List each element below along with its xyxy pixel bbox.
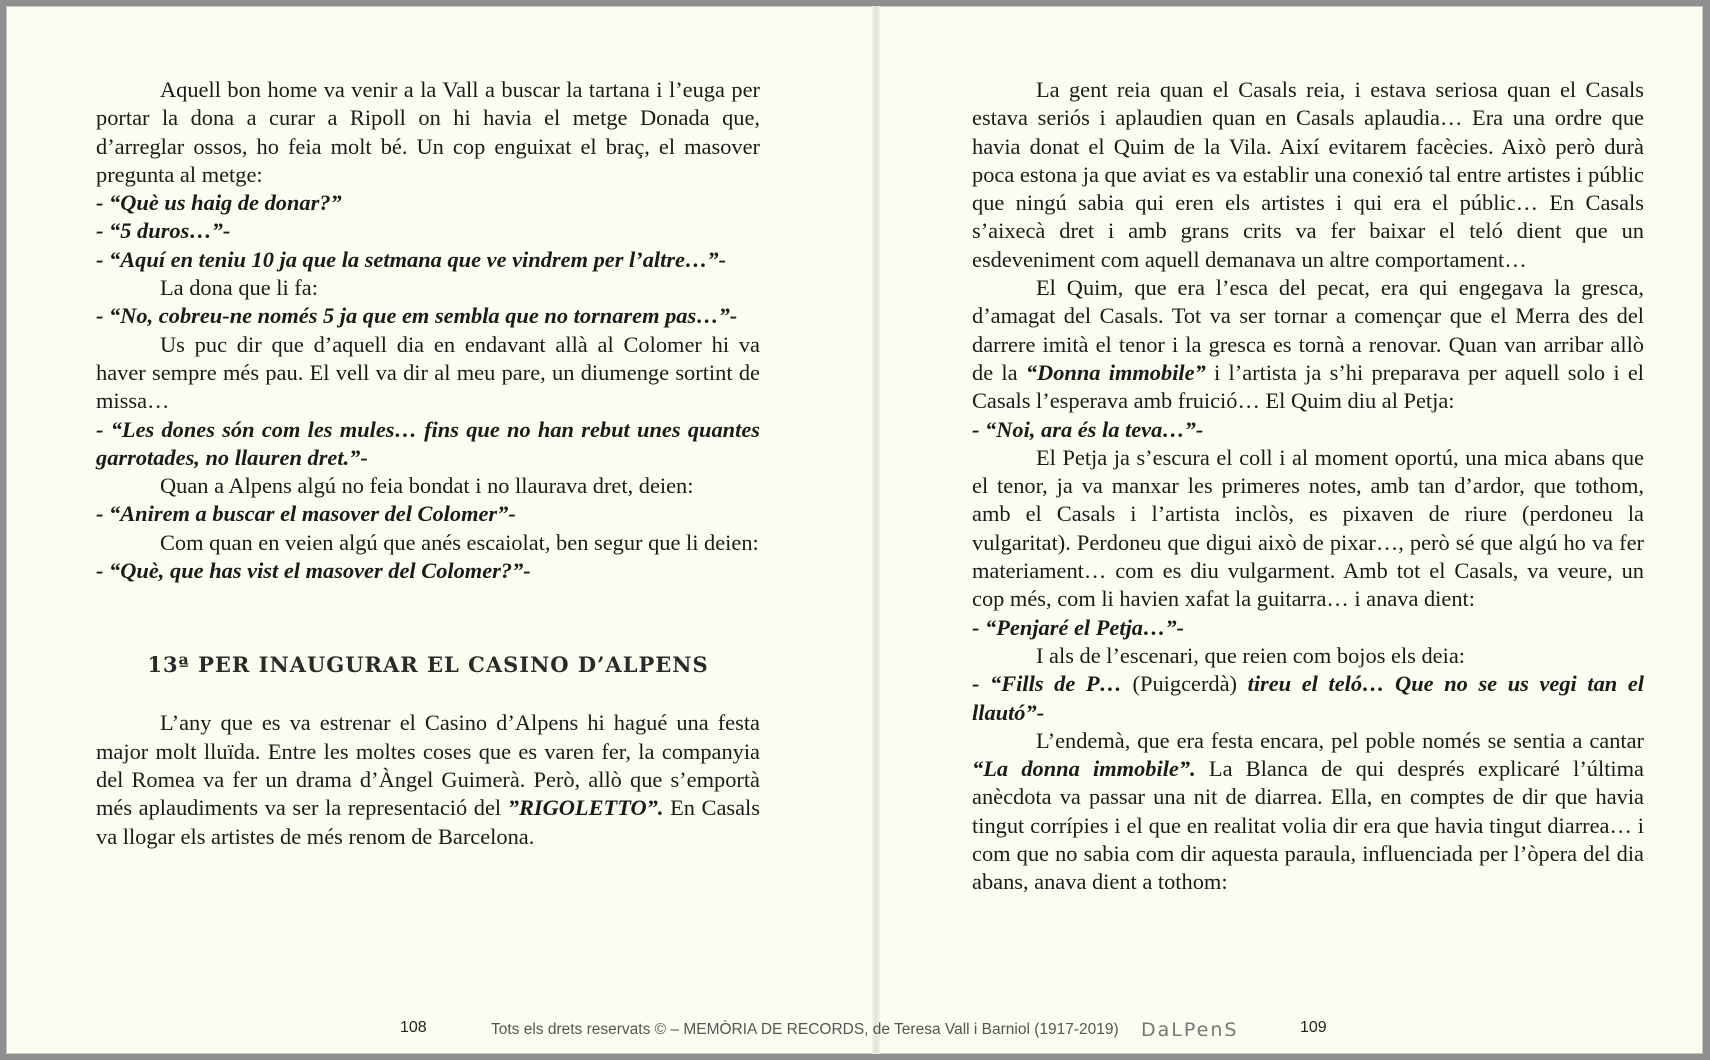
paragraph-text: L’any que es va estrenar el Casino d’Alpens hi hagué una festa major molt lluïda. Entre les moltes coses que es varen fer, la companyia del Romea va fer un drama d’Àngel Guimerà. Però, allò que s’emportà més aplaudiments va ser la representació del xyxy=(96,710,760,821)
dialogue-line xyxy=(972,670,1644,727)
paragraph xyxy=(972,727,1644,897)
paragraph: Us puc dir que d’aquell dia en endavant allà al Colomer hi va haver sempre més pau. El vell va dir al meu pare, un diumenge sortint de missa… xyxy=(96,331,760,414)
opera-aria-title: “La donna immobile”. xyxy=(972,756,1196,782)
dialogue-text: - “Fills de P… xyxy=(972,671,1122,697)
dialogue-line: - “No, cobreu-ne només 5 ja que em sembla que no tornarem pas…”- xyxy=(96,303,738,329)
left-page xyxy=(96,76,760,851)
paragraph: Quan a Alpens algú no feia bondat i no llaurava dret, deien: xyxy=(160,473,694,499)
paragraph-text: i l’artista ja s’hi preparava per aquell solo i el Casals l’esperava amb fruició… El Quim diu al Petja: xyxy=(972,359,1644,414)
dialogue-line: - “Aquí en teniu 10 ja que la setmana que ve vindrem per l’altre…”- xyxy=(96,246,727,272)
dialogue-text: tireu el teló… Que no se us vegi tan el llautó”- xyxy=(972,671,1644,725)
right-page xyxy=(972,76,1644,897)
book-spread xyxy=(6,6,1703,1054)
paragraph xyxy=(96,709,760,850)
publisher-logo: DaLPenS xyxy=(1141,1019,1239,1041)
paragraph: Aquell bon home va venir a la Vall a buscar la tartana i l’euga per portar la dona a curar a Ripoll on hi havia el metge Donada que, d’arreglar ossos, ho feia molt bé. Un cop enguixat el braç, el masover pregunta al metge: xyxy=(96,77,760,187)
paragraph: I als de l’escenari, que reien com bojos els deia: xyxy=(1036,642,1465,668)
book-gutter xyxy=(872,6,880,1054)
page-number-left: 108 xyxy=(400,1019,427,1036)
dialogue-line: - “Què us haig de donar?” xyxy=(96,190,342,216)
page-footer xyxy=(6,1019,1703,1043)
dialogue-line: - “Noi, ara és la teva…”- xyxy=(972,416,1204,442)
dialogue-aside: (Puigcerdà) xyxy=(1121,671,1248,697)
opera-title: ”RIGOLETTO”. xyxy=(507,795,664,821)
section-heading: 13ª PER INAUGURAR EL CASINO D’ALPENS xyxy=(147,652,709,678)
page-number-right: 109 xyxy=(1300,1019,1327,1036)
dialogue-line: - “5 duros…”- xyxy=(96,218,231,244)
dialogue-line: - “Anirem a buscar el masover del Colomer”- xyxy=(96,501,516,527)
paragraph-text: L’endemà, que era festa encara, pel poble només se sentia a cantar xyxy=(1036,727,1644,753)
paragraph: La dona que li fa: xyxy=(160,275,318,301)
paragraph-text: La Blanca de qui després explicaré l’última anècdota va passar una nit de diarrea. Ella, en comptes de dir que havia tingut corrípies i el que en realitat volia dir era que havia tingut diarrea… i com que no sabia com dir aquesta paraula, influenciada per l’òpera del dia abans, anava dient a tothom: xyxy=(972,756,1644,895)
paragraph: El Petja ja s’escura el coll i al moment oportú, una mica abans que el tenor, ja va manxar les primeres notes, amb tan d’ardor, que tothom, amb el Casals i l’artista inclòs, es pixaven de riure (perdoneu la vulgaritat). Perdoneu que digui això de pixar…, però sé que algú ho va fer materiament… com es diu vulgarment. Amb tot el Casals, va veure, un cop més, com li havien xafat la guitarra… i anava dient: xyxy=(972,444,1644,612)
paragraph: Com quan en veien algú que anés escaiolat, ben segur que li deien: xyxy=(160,529,759,555)
dialogue-line: - “Les dones són com les mules… fins que no han rebut unes quantes garrotades, no llauren dret.”- xyxy=(96,416,760,470)
paragraph xyxy=(972,274,1644,415)
opera-aria-title: “Donna immobile” xyxy=(1025,359,1206,385)
dialogue-line: - “Què, que has vist el masover del Colomer?”- xyxy=(96,558,531,584)
copyright-notice: Tots els drets reservats © – MEMÒRIA DE RECORDS, de Teresa Vall i Barniol (1917-2019) xyxy=(491,1021,1119,1038)
dialogue-line: - “Penjaré el Petja…”- xyxy=(972,614,1185,640)
paragraph-text: El Quim, que era l’esca del pecat, era qui engegava la gresca, d’amagat del Casals. Tot va ser tornar a començar que el Merra des del darrere imità el tenor i la gresca es tornà a renovar. Quan van arribar allò de la xyxy=(972,275,1644,385)
paragraph: La gent reia quan el Casals reia, i estava seriosa quan el Casals estava seriós i aplaudien quan en Casals aplaudia… Era una ordre que havia donat el Quim de la Vila. Així evitarem facècies. Això però durà poca estona ja que aviat es va establir una conexió tal entre artistes i públic que ningú sabia qui eren els artistes i qui era el públic… En Casals s’aixecà dret i amb grans crits va fer baixar el teló dient que un esdeveniment com aquell demanava un altre comportament… xyxy=(972,77,1644,272)
paragraph-text: En Casals va llogar els artistes de més renom de Barcelona. xyxy=(96,795,760,849)
